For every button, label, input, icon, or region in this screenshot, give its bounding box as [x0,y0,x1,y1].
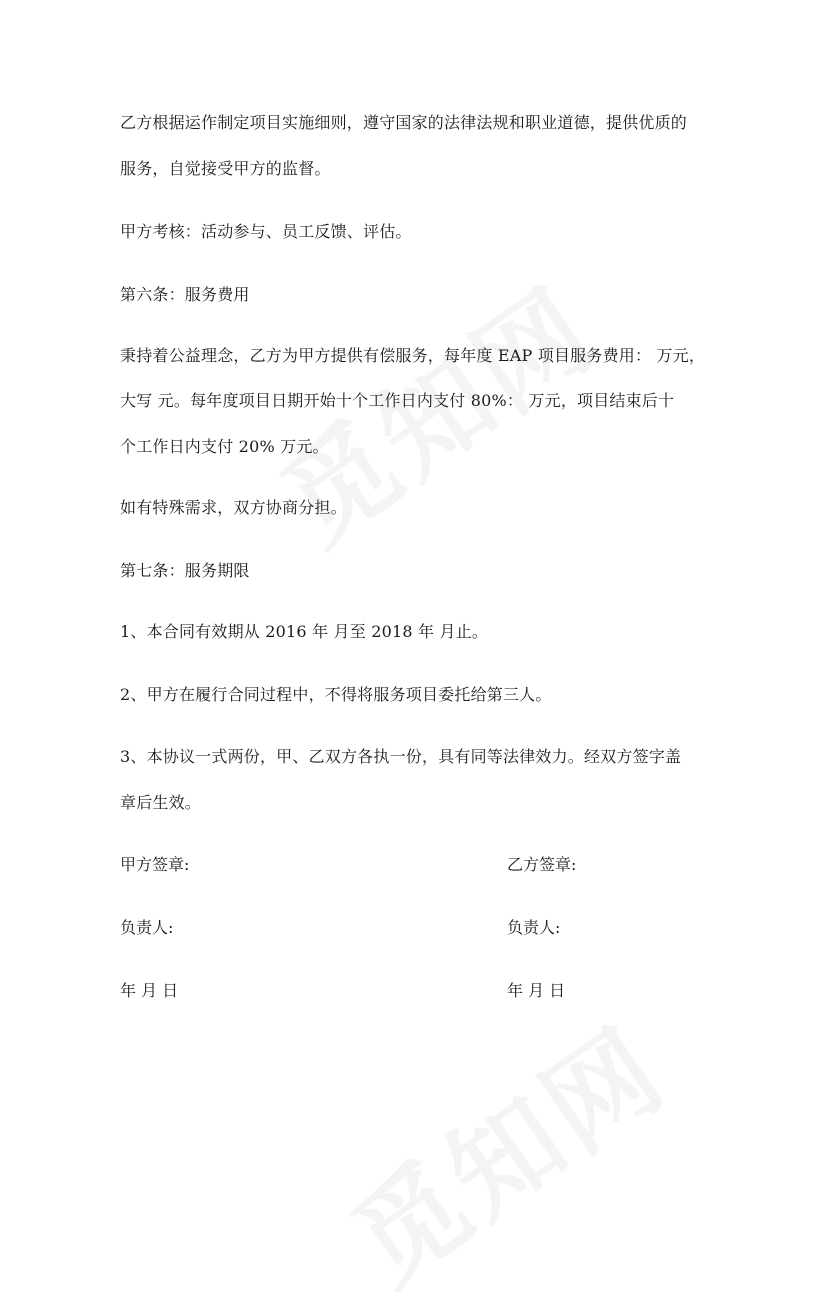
paragraph-line: 服务，自觉接受甲方的监督。 [120,159,331,178]
paragraph-line: 甲方考核：活动参与、员工反馈、评估。 [120,222,412,241]
party-b-person-label: 负责人: [507,918,561,937]
party-a-person-label: 负责人: [120,918,174,937]
party-a-seal-label: 甲方签章: [120,855,190,874]
list-item: 章后生效。 [120,793,202,812]
paragraph-line: 秉持着公益理念，乙方为甲方提供有偿服务，每年度 EAP 项目服务费用： 万元， [120,346,706,365]
list-item: 3、本协议一式两份，甲、乙双方各执一份，具有同等法律效力。经双方签字盖 [120,747,682,766]
party-b-seal-label: 乙方签章: [507,855,577,874]
list-item: 1、本合同有效期从 2016 年 月至 2018 年 月止。 [120,622,489,641]
watermark-logo [316,984,692,1313]
section-heading: 第六条：服务费用 [120,285,250,304]
party-a-date-label: 年 月 日 [120,981,179,1000]
paragraph-line: 大写 元。每年度项目日期开始十个工作日内支付 80%： 万元，项目结束后十 [120,391,675,410]
section-heading: 第七条：服务期限 [120,561,250,580]
party-b-date-label: 年 月 日 [507,981,566,1000]
paragraph-line: 如有特殊需求，双方协商分担。 [120,498,347,517]
list-item: 2、甲方在履行合同过程中，不得将服务项目委托给第三人。 [120,685,552,704]
paragraph-line: 乙方根据运作制定项目实施细则，遵守国家的法律法规和职业道德，提供优质的 [120,113,688,132]
paragraph-line: 个工作日内支付 20% 万元。 [120,437,329,456]
